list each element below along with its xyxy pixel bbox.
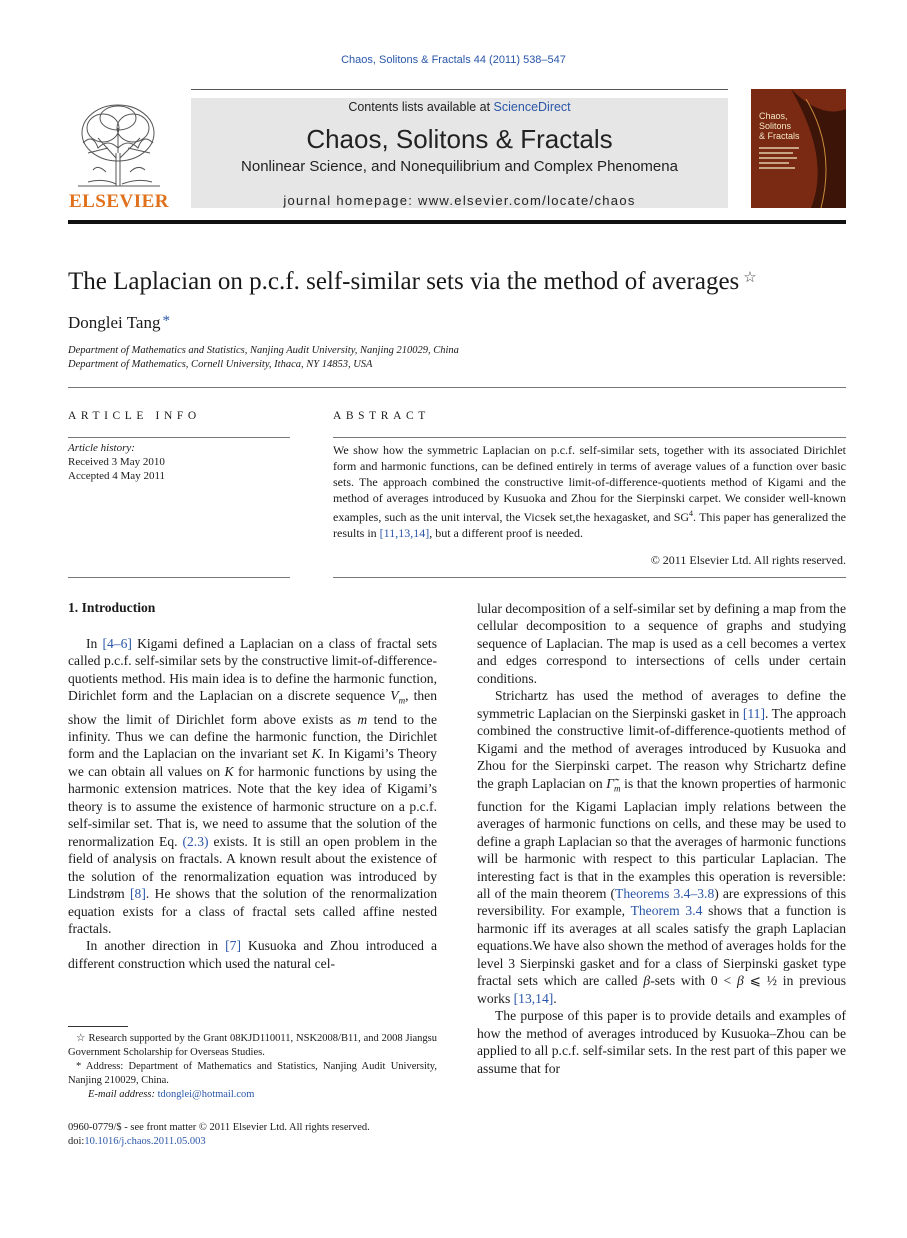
section-heading-introduction: 1. Introduction <box>68 600 156 615</box>
intro-paragraph-2-continued: lular decomposition of a self-similar set by defining a map from the cellular decomposition to a sequence of graphs and studying sequence of Laplacian. The map is used as a cell becomes a vertex and edges correspond to intersections of cells under certain conditions. <box>477 601 846 686</box>
article-history-label: Article history: <box>68 442 135 454</box>
journal-subtitle: Nonlinear Science, and Nonequilibrium and Complex Phenomena <box>241 158 678 175</box>
doi-label: doi: <box>68 1136 85 1147</box>
text-run: , then show the limit of Dirichlet form above exists as <box>68 688 438 727</box>
cover-title: Chaos, Solitons & Fractals <box>759 111 800 141</box>
text-run: . In Kigami’s Theory we can obtain all values on <box>68 746 437 779</box>
text-run: In <box>86 636 103 651</box>
math-subscript: m <box>398 696 406 707</box>
left-column <box>68 635 437 972</box>
text-run: ⩽ <box>743 973 767 989</box>
reference-link[interactable]: [11] <box>742 705 765 721</box>
article-info-rule <box>68 437 290 438</box>
theorem-reference-link[interactable]: Theorems 3.4–3.8 <box>615 885 715 901</box>
reference-link[interactable]: [4–6] <box>102 636 132 651</box>
journal-homepage-link[interactable]: journal homepage: www.elsevier.com/locate/chaos <box>283 193 636 208</box>
header-thick-rule <box>68 220 846 224</box>
math-symbol: K <box>311 746 321 762</box>
abstract-superscript: 4 <box>689 509 694 518</box>
footnote-address <box>68 1060 437 1088</box>
text-run: . <box>553 990 557 1006</box>
sciencedirect-link[interactable]: ScienceDirect <box>493 100 571 114</box>
text-run: ) are expressions of this reversibility. For example, <box>477 885 846 919</box>
received-date: Received 3 May 2010 <box>68 456 165 468</box>
math-symbol: β <box>643 973 651 989</box>
issn-line: 0960-0779/$ - see front matter © 2011 Elsevier Ltd. All rights reserved. <box>68 1122 370 1133</box>
title-footnote-star-link[interactable]: ☆ <box>743 270 757 286</box>
author-line <box>68 313 170 333</box>
footnotes <box>68 1032 437 1102</box>
article-info-heading: ARTICLE INFO <box>68 410 201 422</box>
text-run: . He shows that the solution of the renormalization equation exists for a class of fractal sets called affine nested fractals. <box>68 886 437 936</box>
math-symbol: m <box>357 711 368 727</box>
article-info-bottom-rule <box>68 577 290 578</box>
text-run: . The approach combined the constructive limit-of-difference-quotients method of Kigami and the method of averages introduced by Kusuoka and Zhou for the Sierpinski carpet. The reason why Strichartz define the graph Laplacian on <box>477 705 847 791</box>
text-run: is that the known properties of harmonic function for the Kigami Laplacian imply relations between the averages of harmonic functions on cells, and these may be used to define a graph Laplacian so that the averages of harmonic functions will be harmonic with respect to this particular Laplacian. The interesting fact is that in the examples this operation is reversible: all of the main theorem ( <box>477 775 846 901</box>
abstract-reference-link[interactable]: [11,13,14] <box>379 526 430 540</box>
text-run: shows that a function is harmonic iff its averages at all scales satisfy the graph Laplacian equations.We have also shown the method of averages holds for the level 3 Sierpinski gasket and for a class of Sierpinski gasket type fractal sets which are called <box>477 903 846 989</box>
footnote-rule <box>68 1026 128 1027</box>
equation-reference-link[interactable]: (2.3) <box>182 833 209 849</box>
reference-link[interactable]: [13,14] <box>513 990 554 1006</box>
affiliation-rule <box>68 387 846 388</box>
doi-line <box>68 1136 206 1147</box>
footnote-mark: ☆ <box>76 1033 86 1044</box>
abstract-text <box>333 442 846 541</box>
doi-link[interactable]: 10.1016/j.chaos.2011.05.003 <box>84 1136 206 1147</box>
text-run: in previous works <box>477 973 847 1006</box>
intro-paragraph-2 <box>68 937 437 972</box>
email-label: E-mail address: <box>88 1089 155 1100</box>
affiliation-2: Department of Mathematics, Cornell University, Ithaca, NY 14853, USA <box>68 359 373 370</box>
text-run: Kigami defined a Laplacian on a class of fractal sets called p.c.f. self-similar sets by the constructive limit-of-difference-quotients method. His main idea is to define the harmonic function, Dirichlet form and the Laplacian on a discrete sequence <box>68 636 437 704</box>
intro-paragraph-1 <box>68 635 437 937</box>
header-rule <box>191 89 728 90</box>
elsevier-wordmark: ELSEVIER <box>68 191 170 212</box>
abstract-bottom-rule <box>333 577 846 578</box>
text-run: exists. It is still an open problem in the field of analysis on fractals. A known result about the existence of the solution of the renormalization equation was introduced by Lindstrøm <box>68 833 437 902</box>
text-run: -sets with 0 < <box>650 973 737 989</box>
paper-title <box>68 268 757 296</box>
footnote-text: Research supported by the Grant 08KJD110011, NSK2008/B11, and 2008 Jiangsu Government Scholarship for Overseas Studies. <box>68 1033 437 1058</box>
text-run: Kusuoka and Zhou introduced a different construction which used the natural cel- <box>68 938 437 971</box>
abstract-text-part: , but a different proof is needed. <box>429 526 583 540</box>
footnote-mark: * <box>76 1061 82 1072</box>
author-name: Donglei Tang <box>68 313 161 332</box>
text-run: Strichartz has used the method of averages to define the symmetric Laplacian on the Sierpinski gasket in <box>477 688 846 721</box>
contents-prefix: Contents lists available at <box>348 100 494 114</box>
journal-name: Chaos, Solitons & Fractals <box>306 124 613 154</box>
reference-link[interactable]: [7] <box>225 938 241 954</box>
corresponding-author-mark-link[interactable]: * <box>162 313 170 329</box>
math-symbol: β <box>737 973 744 989</box>
affiliation-1: Department of Mathematics and Statistics, Nanjing Audit University, Nanjing 210029, China <box>68 345 459 356</box>
abstract-text-part: . This paper has generalized the results in <box>333 510 847 540</box>
abstract-copyright: © 2011 Elsevier Ltd. All rights reserved. <box>650 553 846 567</box>
journal-cover-thumbnail[interactable] <box>751 89 846 208</box>
abstract-heading: ABSTRACT <box>333 410 430 422</box>
math-symbol: K <box>224 763 234 779</box>
paper-title-text: The Laplacian on p.c.f. self-similar sets via the method of averages <box>68 268 740 295</box>
math-subscript: m <box>614 783 621 794</box>
journal-citation[interactable]: Chaos, Solitons & Fractals 44 (2011) 538–547 <box>341 54 566 66</box>
intro-paragraph-4: The purpose of this paper is to provide details and examples of how the method of averages introduced by Kusuoka–Zhou can be applied to all p.c.f. self-similar sets. In the rest part of this paper we assume that for <box>477 1008 846 1076</box>
right-column <box>477 600 846 1077</box>
reference-link[interactable]: [8] <box>130 886 146 902</box>
intro-paragraph-3 <box>477 687 846 1007</box>
footnote-text: Address: Department of Mathematics and Statistics, Nanjing Audit University, Nanjing 210029, China. <box>68 1061 437 1086</box>
footnote-email <box>68 1088 437 1102</box>
math-symbol: V <box>390 688 399 704</box>
theorem-reference-link[interactable]: Theorem 3.4 <box>630 903 703 919</box>
footnote-funding <box>68 1032 437 1060</box>
cover-artwork <box>751 89 846 208</box>
text-run: In another direction in <box>86 938 226 954</box>
accepted-date: Accepted 4 May 2011 <box>68 470 166 482</box>
text-run: for harmonic functions by using the harmonic extension matrices. Note that the key idea of Kigami’s theory is to assume the existence of harmonic structure on a p.c.f. self-similar set. That is, we need to assume that the solution of the renormalization Eq. <box>68 763 437 849</box>
text-run: tend to the infinity. Thus we can define the harmonic function, the Dirichlet form and the Laplacian on the invariant set <box>68 711 437 762</box>
math-symbol: Γ̃ <box>606 775 614 791</box>
math-fraction: ½ <box>766 973 777 989</box>
contents-available-line <box>191 100 728 114</box>
abstract-text-part: We show how the symmetric Laplacian on p.c.f. self-similar sets, together with its associated Dirichlet form and harmonic functions, can be defined entirely in terms of average values of a function over basic sets. The approach combined the constructive limit-of-difference-quotients method of Kigami and the method of averages introduced by Kusuoka and Zhou for the Sierpinski carpet. We consider well-known examples, such as the unit interval, the Vicsek set,the hexagasket, and SG <box>333 443 846 524</box>
email-link[interactable]: tdonglei@hotmail.com <box>157 1089 255 1100</box>
abstract-rule <box>333 437 846 438</box>
